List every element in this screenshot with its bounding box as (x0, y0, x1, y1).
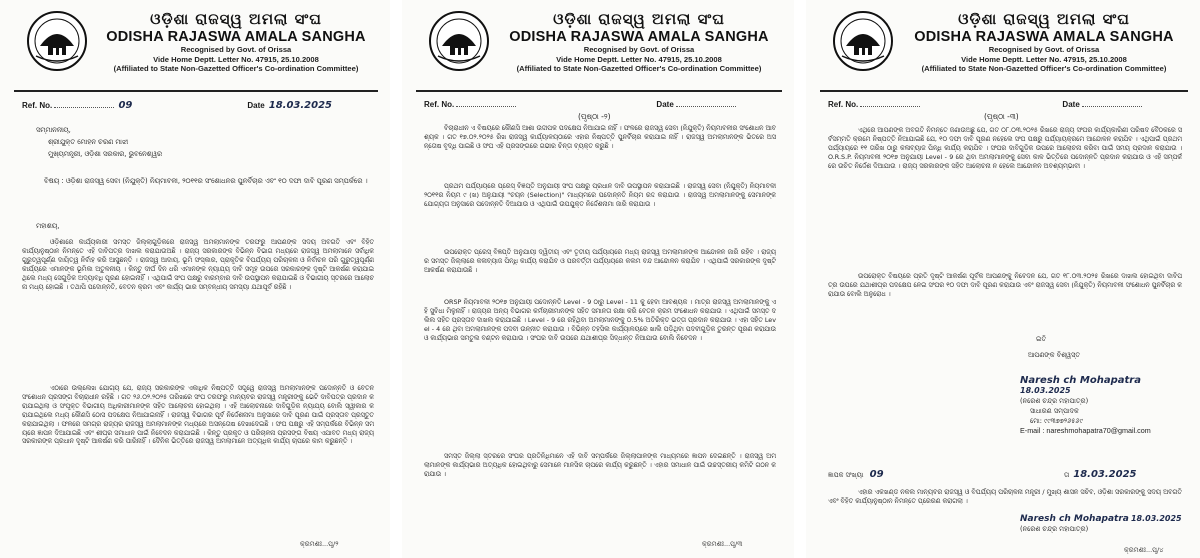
date-label: Date (656, 100, 674, 109)
ref-value: 09 (118, 100, 133, 111)
letterhead-divider (416, 90, 782, 92)
page-marker: (ପୃଷ୍ଠା -୩) (984, 112, 1019, 121)
letterhead-recognised: Recognised by Govt. of Orissa (988, 45, 1100, 54)
letter-page-3 (806, 0, 1200, 558)
mobile-label: ମୋ: (1030, 417, 1042, 425)
sangha-emblem-icon (832, 10, 894, 72)
mobile-number: ୯୯୩୭୭୨୬୫୬୯ (1044, 417, 1083, 425)
letterhead-english-title: ODISHA RAJASWA AMALA SANGHA (914, 29, 1174, 45)
letterhead-affiliation: (Affiliated to State Non-Gazetted Officer's Co-ordination Committee) (516, 64, 762, 73)
letterhead (402, 6, 794, 92)
continuation-note: କ୍ରମଶଃ...ପୃ/୩ (702, 540, 743, 548)
body-paragraph: ଉପରୋକ୍ତ ବିଷୟରେ ପ୍ରତି ଦୃଷ୍ଟି ଆକର୍ଷଣ ପୂର୍ବକ ଆପଣଙ୍କୁ ନିବେଦନ ଯେ, ଗତ ୧୮.୦୩.୨୦୨୫ ରିଖରେ ଦାଖଲ ହୋଇଥିବା ଦାବିପତ୍ର ଉପରେ ଯଥାଶୀଘ୍ର ପଦକ୍ଷେପ ନେଇ ସଂଘର ୧୦ ଦଫା ଦାବି ପୂରଣ କରାଯାଉ ଏବଂ ରାଜସ୍ୱ ସେବା (ନିଯୁକ୍ତି) ନିୟମାବଳୀ ସଂଶୋଧନ ପୁନର୍ବିଚାର କରାଯାଉ ବୋଲି ଅନୁରୋଧ । (828, 272, 1182, 298)
memo-date-label: ତା (1064, 471, 1070, 479)
body-paragraph: ଏଥିରେ ଆପଣଙ୍କ ଅବଗତି ନିମନ୍ତେ ଜଣାଉଅଛୁ ଯେ, ଗତ ୦୮.୦୩.୨୦୨୫ ରିଖରେ ରାଜ୍ୟ ସଂଘର କାର୍ଯ୍ୟକାରିଣୀ ପରିଷଦ ବୈଠକରେ ସର୍ବସମ୍ମତି କ୍ରମେ ନିଷ୍ପତ୍ତି ନିଆଯାଇଛି ଯେ, ୧୦ ଦଫା ଦାବି ପୂରଣ ନହେଲେ ସଂଘ ପକ୍ଷରୁ ପର୍ଯ୍ୟାୟକ୍ରମେ ଆନ୍ଦୋଳନ କରାଯିବ । ଏଥିପାଇଁ ପ୍ରଥମ ପର୍ଯ୍ୟାୟରେ ୧୧ ତାରିଖ ଠାରୁ କଳାବ୍ୟାଜ ପିନ୍ଧି କାର୍ଯ୍ୟ କରାଯିବ । ସଂଘର ଦାବିଗୁଡ଼ିକ ଉପରେ ଆଲୋଚନା କରିବା ପାଇଁ ସମୟ ପ୍ରଦାନ କରାଯାଉ । O.R.S.P. ନିୟମାବଳୀ ୨୦୧୭ ଅନୁଯାୟୀ Level - 9 ରେ ଥିବା ଅମଲାମାନଙ୍କୁ ସେବା କାଳ ଭିତ୍ତିରେ ପଦୋନ୍ନତି ପ୍ରଦାନ କରାଯାଉ ଓ ଏହି ସମ୍ପର୍କରେ ଉଚିତ ନିର୍ଦ୍ଦେଶ ଦିଆଯାଉ । ରାଜ୍ୟ ସରକାରଙ୍କ ସହିତ ଆଲୋଚନା ନ ହେଲେ ଆନ୍ଦୋଳନ ଅବଶ୍ୟମ୍ଭାବୀ । (828, 126, 1182, 170)
recipient-line: ସମ୍ମାନନୀୟ, (36, 126, 71, 134)
signature: Naresh ch Mohapatra (1020, 375, 1141, 386)
letterhead-odia-title: ଓଡ଼ିଶା ରାଜସ୍ୱ ଅମଲା ସଂଘ (150, 10, 322, 28)
body-paragraph: ଓଡ଼ିଶାରେ କାର୍ଯ୍ୟକାରୀ ସମସ୍ତ ଜିଲ୍ଲାଗୁଡ଼ିକରେ ରାଜସ୍ୱ ଅମଲାମାନଙ୍କ ତରଫରୁ ଆପଣଙ୍କ ସଦୟ ଅବଗତି ଏବଂ ବିହିତ କାର୍ଯ୍ୟାନୁଷ୍ଠାନ ନିମନ୍ତେ ଏହି ଦାବିପତ୍ର ଦାଖଲ କରାଯାଉଅଛି । ରାଜ୍ୟ ସରକାରଙ୍କ ବିଭିନ୍ନ ବିଭାଗ ମଧ୍ୟରେ ରାଜସ୍ୱ ଅମଲାମାନେ ସର୍ବାଧିକ ଗୁରୁତ୍ୱପୂର୍ଣ୍ଣ ଦାୟିତ୍ୱ ନିର୍ବାହ କରି ଆସୁଛନ୍ତି । ରାଜସ୍ୱ ଆଦାୟ, ଭୂମି ସଂସ୍କାର, ପ୍ରାକୃତିକ ବିପର୍ଯ୍ୟୟ ପରିଚାଳନା ଓ ନିର୍ବାଚନ ପରି ଗୁରୁତ୍ୱପୂର୍ଣ୍ଣ କାର୍ଯ୍ୟରେ ଏମାନଙ୍କ ଭୂମିକା ଅତୁଳନୀୟ । କିନ୍ତୁ ଦୀର୍ଘ ଦିନ ଧରି ଏମାନଙ୍କ ନ୍ୟାଯ୍ୟ ଦାବି ସମୂହ ଉପରେ ସରକାରଙ୍କ ଦୃଷ୍ଟି ଆକର୍ଷଣ କରାଯାଇଥିଲେ ମଧ୍ୟ ସେଗୁଡ଼ିକ ଅଦ୍ୟାବଧି ପୂରଣ ହୋଇନାହିଁ । ଏଥିପାଇଁ ସଂଘ ପକ୍ଷରୁ ବାରମ୍ବାର ଦାବି ଉପସ୍ଥାପନ କରାଯାଇଛି ଓ ବିଭାଗୀୟ ସ୍ତରରେ ଆଲୋଚନା ମଧ୍ୟ ହୋଇଛି । ତଥାପି ପଦୋନ୍ନତି, ବେତନ କ୍ରମ ଏବଂ କାର୍ଯ୍ୟ ଭାର ସମ୍ବନ୍ଧୀୟ ସମସ୍ୟା ଯଥାପୂର୍ବ ରହିଛି । (22, 238, 374, 291)
email-label: E-mail : (1020, 426, 1045, 435)
continuation-note: କ୍ରମଶଃ...ପୃ/୪ (1124, 546, 1164, 554)
letterhead-affiliation: (Affiliated to State Non-Gazetted Officer's Co-ordination Committee) (921, 64, 1167, 73)
sangha-emblem-icon (428, 10, 490, 72)
signature-block (1020, 376, 1190, 436)
letterhead-odia-title: ଓଡ଼ିଶା ରାଜସ୍ୱ ଅମଲା ସଂଘ (553, 10, 725, 28)
copy-signature-block (1020, 514, 1190, 534)
recipient-line: ଶ୍ରୀଯୁକ୍ତ ମୋହନ ଚରଣ ମାଝୀ (48, 138, 129, 146)
yours-faithfully: ଆପଣଙ୍କ ବିଶ୍ୱସ୍ତ (1028, 351, 1081, 359)
letterhead-divider (820, 90, 1188, 92)
date-label: Date (247, 101, 265, 110)
ref-label: Ref. No. (22, 101, 53, 110)
salutation: ମହାଶୟ, (36, 222, 60, 230)
continuation-note: କ୍ରମଶଃ...ପୃ/୨ (300, 540, 339, 548)
letterhead-english-title: ODISHA RAJASWA AMALA SANGHA (509, 29, 769, 45)
letterhead-recognised: Recognised by Govt. of Orissa (180, 45, 292, 54)
letterhead-odia-title: ଓଡ଼ିଶା ରାଜସ୍ୱ ଅମଲା ସଂଘ (958, 10, 1130, 28)
memo-date: 18.03.2025 (1073, 469, 1137, 480)
signatory-name: (ନରେଶ ଚନ୍ଦ୍ର ମହାପାତ୍ର) (1020, 397, 1089, 405)
subject-line: ବିଷୟ : ଓଡ଼ିଶା ରାଜସ୍ୱ ସେବା (ନିଯୁକ୍ତି) ନିୟମାବଳୀ, ୨୦୧୧ର ସଂଶୋଧନର ପୁନର୍ବିଚାର ଏବଂ ୧୦ ଦଫା ଦାବି ପୂରଣ ସମ୍ପର୍କରେ । (44, 177, 368, 185)
letterhead (0, 6, 390, 92)
ref-label: Ref. No. (424, 100, 455, 109)
closing-ithi: ଇତି (1036, 335, 1047, 343)
body-paragraph: ORSP ନିୟମାବଳୀ ୨୦୧୭ ଅନୁଯାୟୀ ପଦୋନ୍ନତି Level - 9 ଠାରୁ Level - 11 କୁ ହେବା ଆବଶ୍ୟକ । ମାତ୍ର ରାଜସ୍ୱ ଅମଲାମାନଙ୍କୁ ଏହି ସୁବିଧା ମିଳୁନାହିଁ । ରାଜ୍ୟର ଅନ୍ୟ ବିଭାଗର କର୍ମଚାରୀମାନଙ୍କ ସହିତ ସମାନତା ରକ୍ଷା କରି ବେତନ କ୍ରମ ସଂଶୋଧନ କରାଯାଉ । ଏଥିପାଇଁ ସମସ୍ତ ଦଲିଲ ସହିତ ପ୍ରସ୍ତାବ ଦାଖଲ କରାଯାଇଛି । Level - 9 ରେ ରହିଥିବା ଅମଲାମାନଙ୍କୁ ୦.5% ଅତିରିକ୍ତ ଭତ୍ତା ପ୍ରଦାନ କରାଯାଉ । ଏହା ସହିତ Level - 4 ରେ ଥିବା ଅମଲାମାନଙ୍କ ପଦବୀ ଉନ୍ନୀତ କରାଯାଉ । ବିଭିନ୍ନ ତହସିଲ କାର୍ଯ୍ୟାଳୟରେ ଖାଲି ପଡ଼ିଥିବା ପଦବୀଗୁଡ଼ିକ ତୁରନ୍ତ ପୂରଣ କରାଯାଉ ଓ କାର୍ଯ୍ୟଭାର ସମତୁଲ ବଣ୍ଟନ କରାଯାଉ । ସଂଘର ଦାବି ଉପରେ ଯଥାଶୀଘ୍ର ସିଦ୍ଧାନ୍ତ ନିଆଯାଉ ବୋଲି ନିବେଦନ । (424, 298, 776, 342)
body-paragraph: ଏଠାରେ ଉଲ୍ଲେଖ ଯୋଗ୍ୟ ଯେ, ରାଜ୍ୟ ସରକାରଙ୍କ ଏକାଧିକ ନିଷ୍ପତ୍ତି ସତ୍ତ୍ୱେ ରାଜସ୍ୱ ଅମଲାମାନଙ୍କ ପଦୋନ୍ନତି ଓ ବେତନ ସଂଶୋଧନ ପ୍ରସଙ୍ଗ ବିଚାରାଧୀନ ରହିଛି । ଗତ ୨୬.୦୨.୨୦୨୫ ତାରିଖରେ ସଂଘ ତରଫରୁ ମାନ୍ୟବର ରାଜସ୍ୱ ମନ୍ତ୍ରୀଙ୍କୁ ଭେଟି ଦାବିପତ୍ର ପ୍ରଦାନ କରାଯାଇଥିଲା ଓ ସଂପୃକ୍ତ ବିଭାଗୀୟ ଅଧିକାରୀମାନଙ୍କ ସହିତ ଆଲୋଚନା ହୋଇଥିଲା । ଏହି ଆଲୋଚନାରେ ଦାବିଗୁଡ଼ିକ ନ୍ୟାଯ୍ୟ ବୋଲି ସ୍ୱୀକାର କରାଯାଇଥିଲେ ମଧ୍ୟ କୌଣସି ଠୋସ ପଦକ୍ଷେପ ନିଆଯାଇନାହିଁ । ରାଜସ୍ୱ ବିଭାଗର ପୂର୍ବ ନିର୍ଦ୍ଦେଶନାମା ଅନୁସାରେ ଦାବି ପୂରଣ ପାଇଁ ପ୍ରସ୍ତାବ ପ୍ରସ୍ତୁତ କରାଯାଇଥିଲା । ଫଳରେ ସମଗ୍ର ରାଜ୍ୟର ରାଜସ୍ୱ ଅମଲାମାନଙ୍କ ମଧ୍ୟରେ ଅସନ୍ତୋଷ ଦେଖାଦେଇଛି । ସଂଘ ପକ୍ଷରୁ ଏହି ସମ୍ପର୍କରେ ବିଭିନ୍ନ ସମୟରେ ଜ୍ଞାପନ ଦିଆଯାଇଛି ଏବଂ ଶୀଘ୍ର ସମାଧାନ ପାଇଁ ନିବେଦନ କରାଯାଇଛି । କିନ୍ତୁ ପ୍ରକୃତ ଓ ପରିଚାଳନା ପ୍ରସଙ୍ଗ ବିଷୟ ଏଯାବତ ମଧ୍ୟ ରାଜ୍ୟ ସରକାରଙ୍କ ପ୍ରଧାନ ଦୃଷ୍ଟି ଆକର୍ଷଣ କରି ପାରିନାହିଁ । ଦୈନିକ ଭିତ୍ତିରେ ରାଜସ୍ୱ ଅମଲାମାନେ ଅତ୍ୟଧିକ କାର୍ଯ୍ୟ ଚାପରେ କାମ କରୁଛନ୍ତି । (22, 384, 374, 446)
email-address: nareshmohapatra70@gmail.com (1046, 426, 1151, 435)
signatory-title: ସାଧାରଣ ସମ୍ପାଦକ (1030, 407, 1079, 415)
letterhead-english-title: ODISHA RAJASWA AMALA SANGHA (106, 29, 366, 45)
body-paragraph: ଉପରୋକ୍ତ ପ୍ରେସ୍ ବିଜ୍ଞପ୍ତି ଅନୁଯାୟୀ ଦ୍ୱିତୀୟ ଏବଂ ତୃତୀୟ ପର୍ଯ୍ୟାୟରେ ମଧ୍ୟ ରାଜସ୍ୱ ଅମଲାମାନଙ୍କ ଆନ୍ଦୋଳନ ଜାରି ରହିବ । ରାଜ୍ୟର ସମସ୍ତ ଜିଲ୍ଲାରେ କଳାବ୍ୟାଜ ପିନ୍ଧି କାର୍ଯ୍ୟ କରାଯିବ ଓ ପରବର୍ତ୍ତୀ ପର୍ଯ୍ୟାୟରେ କଲମ ବନ୍ଦ ଆନ୍ଦୋଳନ କରାଯିବ । ଏଥିପାଇଁ ସରକାରଙ୍କ ଦୃଷ୍ଟି ଆକର୍ଷଣ କରାଯାଉଛି । (424, 248, 776, 274)
letterhead-recognised: Recognised by Govt. of Orissa (583, 45, 695, 54)
copy-to-note: ଏହାର ଏକଖଣ୍ଡ ନକଲ ମାନ୍ୟବର ରାଜସ୍ୱ ଓ ବିପର୍ଯ୍ୟୟ ପରିଚାଳନା ମନ୍ତ୍ରୀ / ମୁଖ୍ୟ ଶାସନ ସଚିବ, ଓଡ଼ିଶା ସରକାରଙ୍କୁ ସଦୟ ଅବଗତି ଏବଂ ବିହିତ କାର୍ଯ୍ୟାନୁଷ୍ଠାନ ନିମନ୍ତେ ପ୍ରେରଣ କରାଗଲା । (828, 488, 1182, 505)
body-paragraph: ସମସ୍ତ ଜିଲ୍ଲା ସ୍ତରରେ ସଂଘର ପ୍ରତିନିଧିମାନେ ଏହି ଦାବି ସମ୍ପର୍କରେ ଜିଲ୍ଲାପାଳଙ୍କ ମାଧ୍ୟମରେ ଜ୍ଞାପନ ଦେଇଛନ୍ତି । ରାଜସ୍ୱ ଅମଲାମାନଙ୍କ କାର୍ଯ୍ୟଭାର ଅତ୍ୟଧିକ ହୋଇଥିବାରୁ ସେମାନେ ମାନସିକ ଚାପରେ କାର୍ଯ୍ୟ କରୁଛନ୍ତି । ଏହାର ସମାଧାନ ପାଇଁ ଉଚ୍ଚସ୍ତରୀୟ କମିଟି ଗଠନ କରାଯାଉ । (424, 452, 776, 478)
signature-date: 18.03.2025 (1130, 514, 1182, 523)
signatory-name: (ନରେଶ ଚନ୍ଦ୍ର ମହାପାତ୍ର) (1020, 525, 1089, 533)
signature-date: 18.03.2025 (1020, 386, 1071, 395)
letterhead-letter-ref: Vide Home Deptt. Letter No. 47915, 25.10.2008 (556, 54, 722, 64)
date-value: 18.03.2025 (268, 100, 332, 111)
recipient-block (36, 124, 236, 160)
letter-page-1 (0, 0, 390, 558)
sangha-emblem-icon (26, 10, 88, 72)
date-label: Date (1062, 100, 1080, 109)
letterhead-divider (14, 90, 378, 92)
letterhead-affiliation: (Affiliated to State Non-Gazetted Officer's Co-ordination Committee) (113, 64, 359, 73)
letter-page-2 (402, 0, 794, 558)
memo-line (828, 470, 1188, 480)
signature: Naresh ch Mohapatra (1020, 514, 1129, 524)
recipient-line: ମୁଖ୍ୟମନ୍ତ୍ରୀ, ଓଡ଼ିଶା ସରକାର, ଭୁବନେଶ୍ୱର (48, 150, 163, 158)
ref-line (22, 100, 372, 114)
memo-label: ଜ୍ଞାପକ ସଂଖ୍ୟା (828, 471, 864, 479)
body-paragraph: ବିଚାରାଧୀନ ଏ ବିଷୟରେ କୌଣସି ଆଶା ଉଦ୍ଦୀପକ ପଦକ୍ଷେପ ନିଆଯାଇ ନାହିଁ । ଫଳରେ ରାଜସ୍ୱ ସେବା (ନିଯୁକ୍ତି) ନିୟମାବଳୀର ସଂଶୋଧନ ଆବଶ୍ୟକ । ଗତ ୧୭.୦୨.୨୦୨୫ ରିଖ ରାଜସ୍ୱ କାର୍ଯ୍ୟାଳୟଠାରେ ଏହାର ନିଷ୍ପତ୍ତି ପୁନର୍ବିଚାର କରାଯାଇ ନାହିଁ । ରାଜସ୍ୱ ଅମଲାମାନଙ୍କ ଭିତରେ ଅସନ୍ତୋଷ ବୃଦ୍ଧି ପାଇଛି ଓ ସଂଘ ଏହି ପ୍ରସଙ୍ଗରେ ଗଭୀର ଚିନ୍ତା ବ୍ୟକ୍ତ କରୁଛି । (424, 124, 776, 150)
letterhead-letter-ref: Vide Home Deptt. Letter No. 47915, 25.10.2008 (961, 54, 1127, 64)
body-paragraph: ପ୍ରଥମ ପର୍ଯ୍ୟାୟରେ ପ୍ରେସ୍ ବିଜ୍ଞପ୍ତି ଅନୁଯାୟୀ ସଂଘ ପକ୍ଷରୁ ପ୍ରଧାନ ଦାବି ଉପସ୍ଥାପନ କରାଯାଇଛି । ରାଜସ୍ୱ ସେବା (ନିଯୁକ୍ତି) ନିୟମାବଳୀ ୨୦୧୧ର ନିୟମ ୯ (ଖ) ଅନୁଯାୟୀ "ଚୟନ (Selection)" ମାଧ୍ୟମରେ ପଦୋନ୍ନତି ନିୟମ ରଦ୍ଦ କରାଯାଉ । ରାଜସ୍ୱ ଅମଲାମାନଙ୍କୁ ସେମାନଙ୍କ ଯୋଗ୍ୟତା ଅନୁସାରେ ପଦୋନ୍ନତି ଦିଆଯାଉ ଓ ଏଥିପାଇଁ ଉପଯୁକ୍ତ ନିର୍ଦ୍ଦେଶନାମା ଜାରି କରାଯାଉ । (424, 182, 776, 208)
letterhead (806, 6, 1200, 92)
ref-label: Ref. No. (828, 100, 859, 109)
letterhead-letter-ref: Vide Home Deptt. Letter No. 47915, 25.10.2008 (153, 54, 319, 64)
memo-value: 09 (869, 469, 884, 480)
page-marker: (ପୃଷ୍ଠା -୨) (578, 112, 611, 121)
